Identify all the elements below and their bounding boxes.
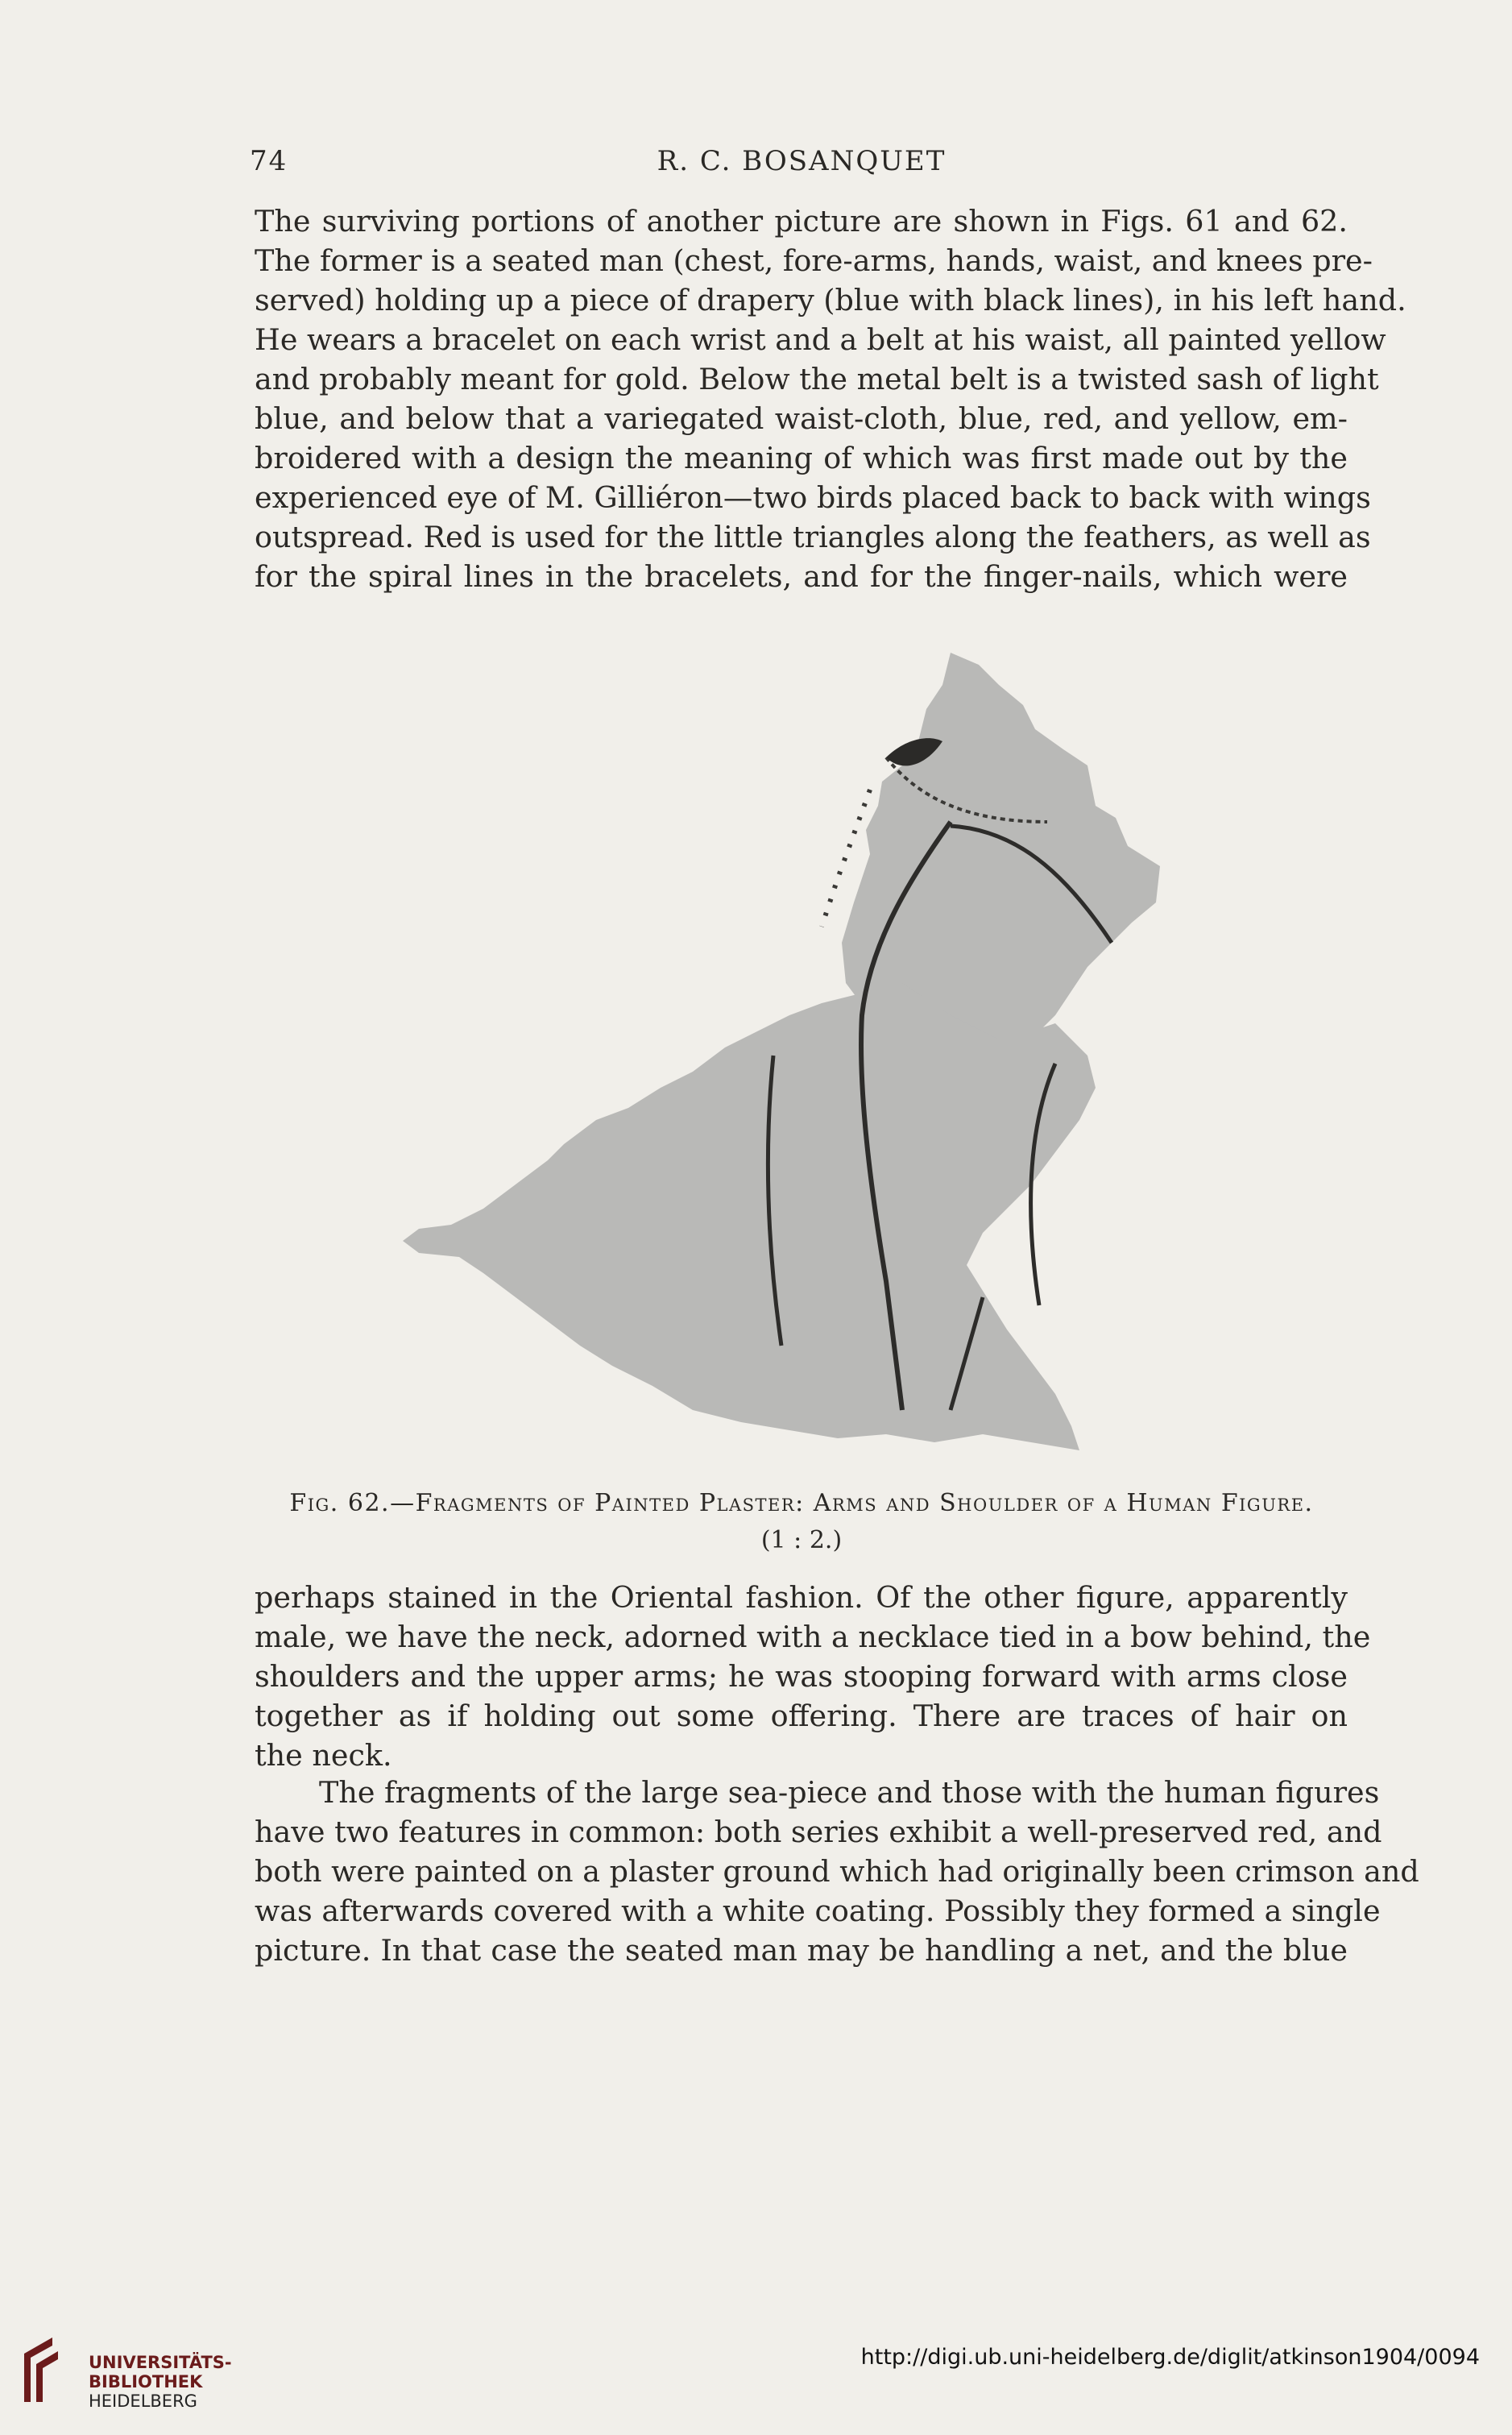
paragraph-1 — [255, 201, 1406, 596]
text-line: broidered with a design the meaning of which was first made out by the — [255, 441, 1348, 475]
plaster-fragment-lower — [403, 983, 1096, 1450]
running-head — [250, 145, 1353, 184]
text-line: blue, and below that a variegated waist-cloth, blue, red, and yellow, em- — [255, 401, 1348, 436]
plaster-fragment-illustration — [387, 637, 1232, 1491]
text-line: picture. In that case the seated man may be handling a net, and the blue — [255, 1933, 1348, 1968]
source-url[interactable]: http://digi.ub.uni-heidelberg.de/diglit/atkinson1904/0094 — [860, 2345, 1480, 2370]
library-logo-icon — [16, 2333, 64, 2406]
text-line: The fragments of the large sea-piece and those with the human figures — [319, 1775, 1380, 1810]
library-name — [89, 2353, 232, 2411]
text-line: He wears a bracelet on each wrist and a belt at his waist, all painted yellow — [255, 322, 1386, 357]
page-number: 74 — [250, 145, 288, 177]
text-line: The surviving portions of another picture are shown in Figs. 61 and 62. — [255, 204, 1348, 239]
text-line: served) holding up a piece of drapery (blue with black lines), in his left hand. — [255, 283, 1406, 317]
text-line: for the spiral lines in the bracelets, and for the finger-nails, which were — [255, 559, 1348, 594]
text-line: both were painted on a plaster ground which had originally been crimson and — [255, 1854, 1419, 1889]
text-line: shoulders and the upper arms; he was stooping forward with arms close — [255, 1659, 1348, 1694]
text-line: have two features in common: both series exhibit a well-preserved red, and — [255, 1815, 1382, 1849]
figure-plaster-fragments — [387, 637, 1232, 1491]
figure-caption: Fig. 62.—Fragments of Painted Plaster: Arms and Shoulder of a Human Figure. — [289, 1489, 1314, 1517]
text-line: together as if holding out some offering. There are traces of hair on — [255, 1699, 1348, 1733]
library-name-line: BIBLIOTHEK — [89, 2372, 203, 2391]
text-line: and probably meant for gold. Below the metal belt is a twisted sash of light — [255, 362, 1379, 396]
text-line: the neck. — [255, 1738, 392, 1773]
text-line: experienced eye of M. Gilliéron—two birds placed back to back with wings — [255, 480, 1371, 515]
text-line: male, we have the neck, adorned with a necklace tied in a bow behind, the — [255, 1620, 1371, 1654]
library-logo — [16, 2329, 274, 2417]
running-head-author: R. C. BOSANQUET — [657, 145, 947, 177]
text-line: outspread. Red is used for the little triangles along the feathers, as well as — [255, 520, 1371, 554]
library-name-line: UNIVERSITÄTS- — [89, 2353, 232, 2372]
text-line: The former is a seated man (chest, fore-arms, hands, waist, and knees pre- — [255, 243, 1373, 278]
library-name-line: HEIDELBERG — [89, 2391, 197, 2411]
paragraph-3 — [255, 1773, 1419, 1970]
text-line: perhaps stained in the Oriental fashion. Of the other figure, apparently — [255, 1580, 1348, 1615]
paragraph-2 — [255, 1578, 1371, 1775]
text-line: was afterwards covered with a white coating. Possibly they formed a single — [255, 1894, 1381, 1928]
figure-scale: (1 : 2.) — [760, 1526, 843, 1554]
